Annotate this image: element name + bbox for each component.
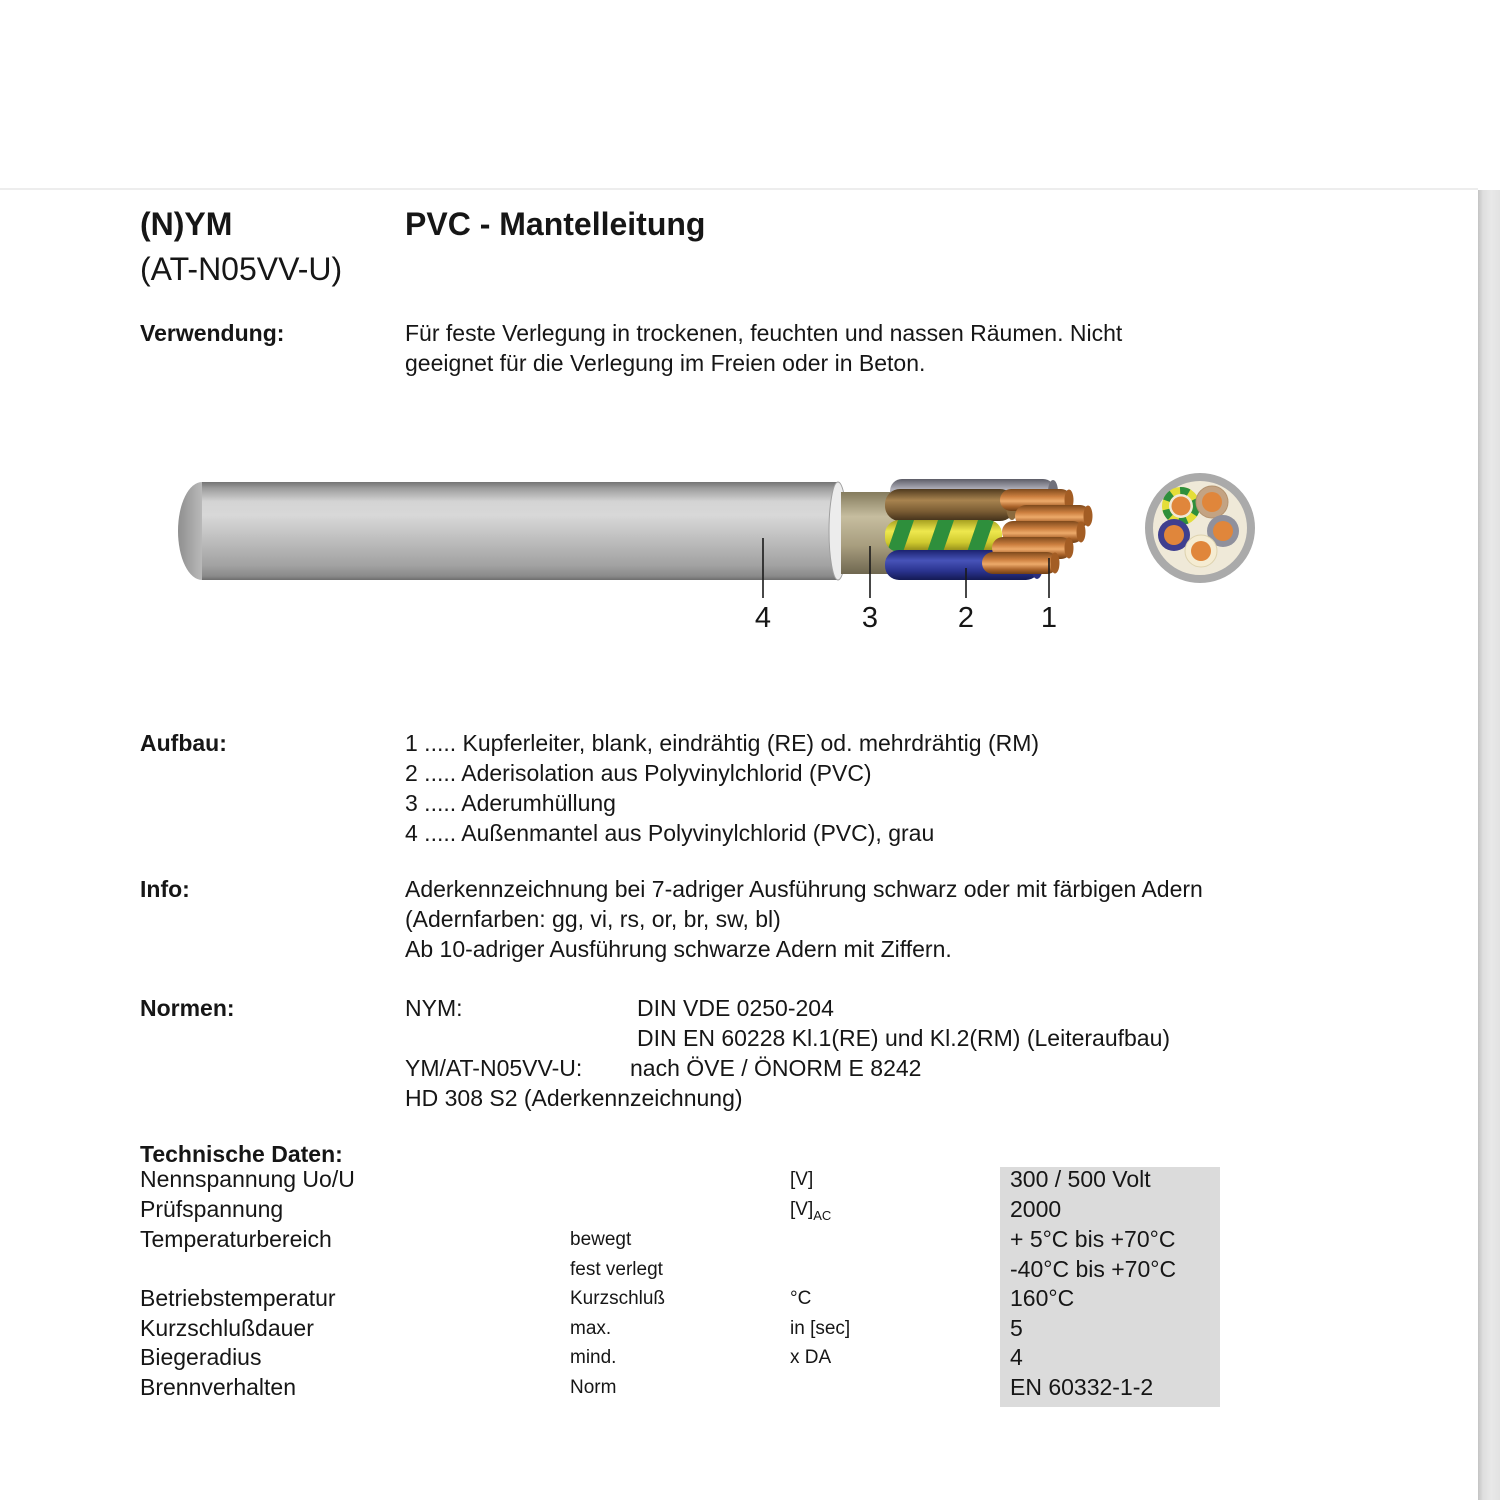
page-top-edge xyxy=(0,188,1478,190)
tech-row-label: Temperaturbereich xyxy=(140,1226,332,1252)
table-row xyxy=(0,1315,1500,1345)
tech-row-label: Biegeradius xyxy=(140,1344,262,1370)
aufbau-label: Aufbau: xyxy=(140,730,227,756)
tech-row-value: 160°C xyxy=(1010,1285,1075,1311)
part-label-4: 4 xyxy=(754,602,772,634)
verwendung-line-2: geeignet für die Verlegung im Freien oder in Beton. xyxy=(405,350,926,376)
tech-row-sub: fest verlegt xyxy=(570,1259,663,1280)
part-label-3: 3 xyxy=(861,602,879,634)
aufbau-item-1: 1 ..... Kupferleiter, blank, eindrähtig (RE) od. mehrdrähtig (RM) xyxy=(405,730,1040,756)
normen-nym-value-1: DIN VDE 0250-204 xyxy=(637,995,834,1021)
part-label-1: 1 xyxy=(1040,602,1058,634)
normen-ym-key: YM/AT-N05VV-U: xyxy=(405,1055,583,1081)
table-row xyxy=(0,1226,1500,1256)
part-label-2: 2 xyxy=(957,602,975,634)
tech-row-unit: $[V]_{AC}$ xyxy=(790,1199,832,1223)
copper-rod xyxy=(982,552,1060,574)
table-row xyxy=(0,1285,1500,1315)
tech-row-value: -40°C bis +70°C xyxy=(1010,1256,1177,1282)
technical-heading: Technische Daten: xyxy=(140,1141,343,1167)
core-green-yellow xyxy=(885,520,1002,552)
table-row xyxy=(0,1166,1500,1196)
info-label: Info: xyxy=(140,876,190,902)
tech-row-unit: [V] xyxy=(790,1169,814,1190)
page-title: PVC - Mantelleitung xyxy=(405,206,706,242)
tech-row-label: Kurzschlußdauer xyxy=(140,1315,314,1341)
normen-ym-value: nach ÖVE / ÖNORM E 8242 xyxy=(630,1055,922,1081)
tech-row-unit: °C xyxy=(790,1288,812,1309)
cross-core-brown xyxy=(1196,486,1228,518)
tech-row-sub: Kurzschluß xyxy=(570,1288,666,1309)
normen-label: Normen: xyxy=(140,995,235,1021)
aufbau-item-2: 2 ..... Aderisolation aus Polyvinylchlorid (PVC) xyxy=(405,760,872,786)
table-row xyxy=(0,1374,1500,1404)
tech-row-label: Betriebstemperatur xyxy=(140,1285,336,1311)
normen-nym-value-2: DIN EN 60228 Kl.1(RE) und Kl.2(RM) (Leiteraufbau) xyxy=(637,1025,1171,1051)
cable-jacket xyxy=(178,482,847,580)
product-code-alt: (AT-N05VV-U) xyxy=(140,251,343,287)
cable-illustration xyxy=(150,440,1310,650)
cross-core-white xyxy=(1185,535,1217,567)
verwendung-label: Verwendung: xyxy=(140,320,285,346)
tech-row-label: Prüfspannung xyxy=(140,1196,284,1222)
tech-row-value: + 5°C bis +70°C xyxy=(1010,1226,1176,1252)
aufbau-item-3: 3 ..... Aderumhüllung xyxy=(405,790,616,816)
tech-row-unit: in [sec] xyxy=(790,1318,851,1339)
table-row xyxy=(0,1256,1500,1286)
aufbau-item-4: 4 ..... Außenmantel aus Polyvinylchlorid (PVC), grau xyxy=(405,820,935,846)
tech-row-label: Nennspannung Uo/U xyxy=(140,1166,355,1192)
core-brown xyxy=(885,489,1018,521)
product-code: (N)YM xyxy=(140,206,233,242)
info-line-2: (Adernfarben: gg, vi, rs, or, br, sw, bl) xyxy=(405,906,781,932)
tech-row-value: 300 / 500 Volt xyxy=(1010,1166,1151,1192)
table-row xyxy=(0,1344,1500,1374)
normen-hd-line: HD 308 S2 (Aderkennzeichnung) xyxy=(405,1085,743,1111)
tech-row-value: EN 60332-1-2 xyxy=(1010,1374,1154,1400)
cable-cross-section xyxy=(1149,477,1251,579)
tech-row-label: Brennverhalten xyxy=(140,1374,296,1400)
cross-core-blue xyxy=(1158,519,1190,551)
table-row xyxy=(0,1196,1500,1226)
verwendung-line-1: Für feste Verlegung in trockenen, feuchten und nassen Räumen. Nicht xyxy=(405,320,1123,346)
tech-row-sub: mind. xyxy=(570,1347,617,1368)
tech-row-sub: max. xyxy=(570,1318,612,1339)
tech-row-unit: x DA xyxy=(790,1347,832,1368)
info-line-1: Aderkennzeichnung bei 7-adriger Ausführung schwarz oder mit färbigen Adern xyxy=(405,876,1203,902)
info-line-3: Ab 10-adriger Ausführung schwarze Adern mit Ziffern. xyxy=(405,936,952,962)
normen-nym-key: NYM: xyxy=(405,995,463,1021)
tech-row-sub: bewegt xyxy=(570,1229,632,1250)
tech-row-value: 5 xyxy=(1010,1315,1023,1341)
tech-row-value: 4 xyxy=(1010,1344,1023,1370)
cross-core-green-yellow xyxy=(1166,491,1197,522)
tech-row-value: 2000 xyxy=(1010,1196,1062,1222)
tech-row-sub: Norm xyxy=(570,1377,617,1398)
